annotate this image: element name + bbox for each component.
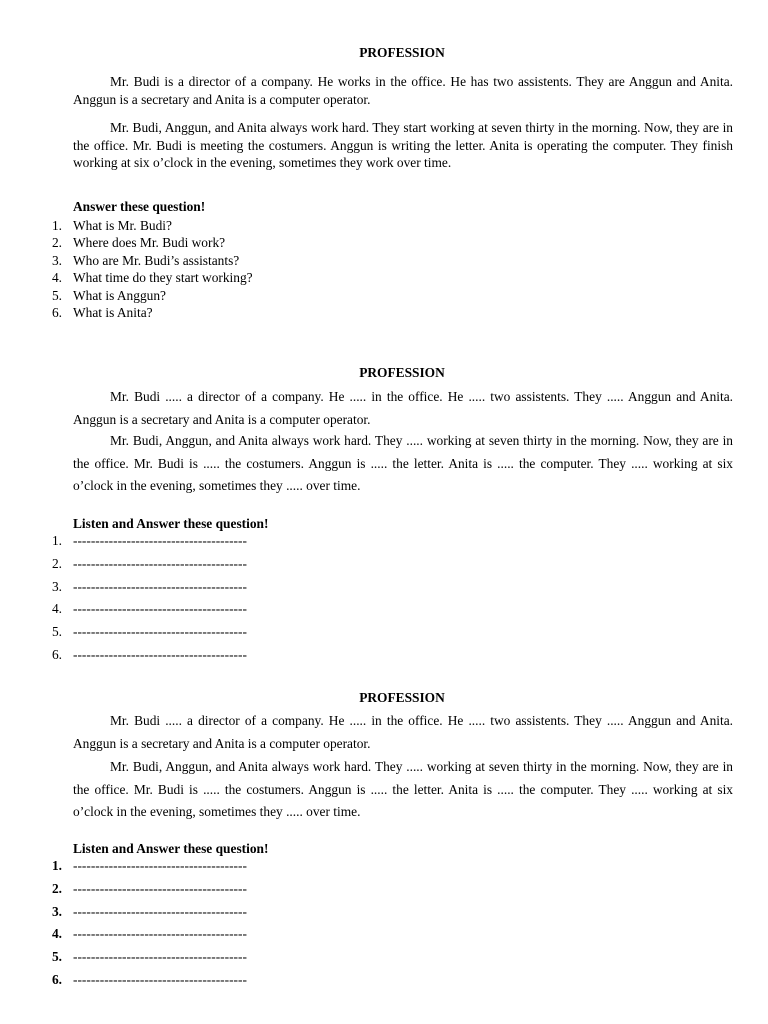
section3-paragraph-1	[73, 710, 733, 755]
list-item	[44, 304, 253, 321]
list-number: 3.	[51, 578, 62, 594]
list-item	[44, 969, 247, 992]
list-item	[44, 621, 247, 644]
section2-paragraph-1-text: Mr. Budi ..... a director of a company. He ..... in the office. He ..... two assistents. They ..... Anggun and Anita. Anggun is a secretary and Anita is a computer operator.	[73, 389, 733, 427]
list-number: 1.	[51, 858, 62, 873]
answer-line: ---------------------------------------	[73, 903, 247, 919]
list-item	[44, 598, 247, 621]
section1-paragraph-1	[73, 73, 733, 108]
list-item	[44, 644, 247, 667]
list-item	[44, 287, 253, 304]
list-item	[44, 217, 253, 234]
list-item	[44, 530, 247, 553]
list-number: 4.	[51, 270, 62, 286]
section3-answer-list	[44, 855, 247, 992]
list-item	[44, 252, 253, 269]
section3-paragraph-2	[73, 756, 733, 824]
section3-paragraph-2-text: Mr. Budi, Anggun, and Anita always work hard. They ..... working at seven thirty in the morning. Now, they are in the office. Mr. Budi is ..... the costumers. Anggun is ..... the letter. Anita is ..... the computer. They ..... working at six o’clock in the evening, sometimes they ..... over time.	[73, 759, 733, 820]
section2-answer-list	[44, 530, 247, 667]
list-item	[44, 269, 253, 286]
section2-title: PROFESSION	[359, 365, 445, 380]
section3-title: PROFESSION	[359, 690, 445, 705]
list-item	[44, 878, 247, 901]
answer-line: ---------------------------------------	[73, 555, 247, 571]
question-text: What time do they start working?	[73, 270, 253, 286]
list-number: 5.	[51, 624, 62, 640]
section2-paragraph-2	[73, 430, 733, 498]
list-item	[44, 234, 253, 251]
list-number: 4.	[51, 926, 62, 942]
section1-question-list	[44, 217, 253, 321]
list-number: 1.	[51, 533, 62, 548]
list-number: 6.	[51, 646, 62, 662]
list-number: 6.	[51, 971, 62, 987]
answer-line: ---------------------------------------	[73, 926, 247, 942]
section1-title: PROFESSION	[359, 45, 445, 60]
section2-heading: Listen and Answer these question!	[73, 516, 269, 531]
section1-paragraph-1-text: Mr. Budi is a director of a company. He works in the office. He has two assistents. They are Anggun and Anita. Anggun is a secretary and Anita is a computer operator.	[73, 74, 733, 107]
question-text: What is Anita?	[73, 305, 153, 321]
answer-line: ---------------------------------------	[73, 949, 247, 965]
list-item	[44, 855, 247, 878]
section2-paragraph-1	[73, 386, 733, 431]
section1-heading: Answer these question!	[73, 199, 206, 214]
answer-line: ---------------------------------------	[73, 601, 247, 617]
list-item	[44, 946, 247, 969]
list-item	[44, 901, 247, 924]
answer-line: ---------------------------------------	[73, 880, 247, 896]
answer-line: ---------------------------------------	[73, 971, 247, 987]
section3-heading: Listen and Answer these question!	[73, 841, 269, 856]
question-text: Where does Mr. Budi work?	[73, 235, 226, 251]
question-text: What is Mr. Budi?	[73, 218, 172, 233]
answer-line: ---------------------------------------	[73, 624, 247, 640]
list-number: 3.	[51, 252, 62, 268]
section1-paragraph-2	[73, 119, 733, 172]
question-text: What is Anggun?	[73, 287, 166, 303]
list-number: 4.	[51, 601, 62, 617]
list-number: 1.	[51, 218, 62, 233]
list-number: 2.	[51, 235, 62, 251]
list-number: 5.	[51, 949, 62, 965]
list-number: 6.	[51, 305, 62, 321]
list-item	[44, 553, 247, 576]
list-number: 2.	[51, 880, 62, 896]
list-number: 3.	[51, 903, 62, 919]
answer-line: ---------------------------------------	[73, 858, 247, 873]
list-item	[44, 576, 247, 599]
list-number: 5.	[51, 287, 62, 303]
answer-line: ---------------------------------------	[73, 646, 247, 662]
question-text: Who are Mr. Budi’s assistants?	[73, 252, 240, 268]
section2-paragraph-2-text: Mr. Budi, Anggun, and Anita always work hard. They ..... working at seven thirty in the morning. Now, they are in the office. Mr. Budi is ..... the costumers. Anggun is ..... the letter. Anita is ..... the computer. They ..... working at six o’clock in the evening, sometimes they ..... over time.	[73, 433, 733, 494]
section3-paragraph-1-text: Mr. Budi ..... a director of a company. He ..... in the office. He ..... two assistents. They ..... Anggun and Anita. Anggun is a secretary and Anita is a computer operator.	[73, 713, 733, 751]
list-number: 2.	[51, 555, 62, 571]
answer-line: ---------------------------------------	[73, 578, 247, 594]
list-item	[44, 923, 247, 946]
answer-line: ---------------------------------------	[73, 533, 247, 548]
section1-paragraph-2-text: Mr. Budi, Anggun, and Anita always work hard. They start working at seven thirty in the morning. Now, they are in the office. Mr. Budi is meeting the costumers. Anggun is writing the letter. Anita is operating the computer. They finish working at six o’clock in the evening, sometimes they work over time.	[73, 120, 733, 170]
